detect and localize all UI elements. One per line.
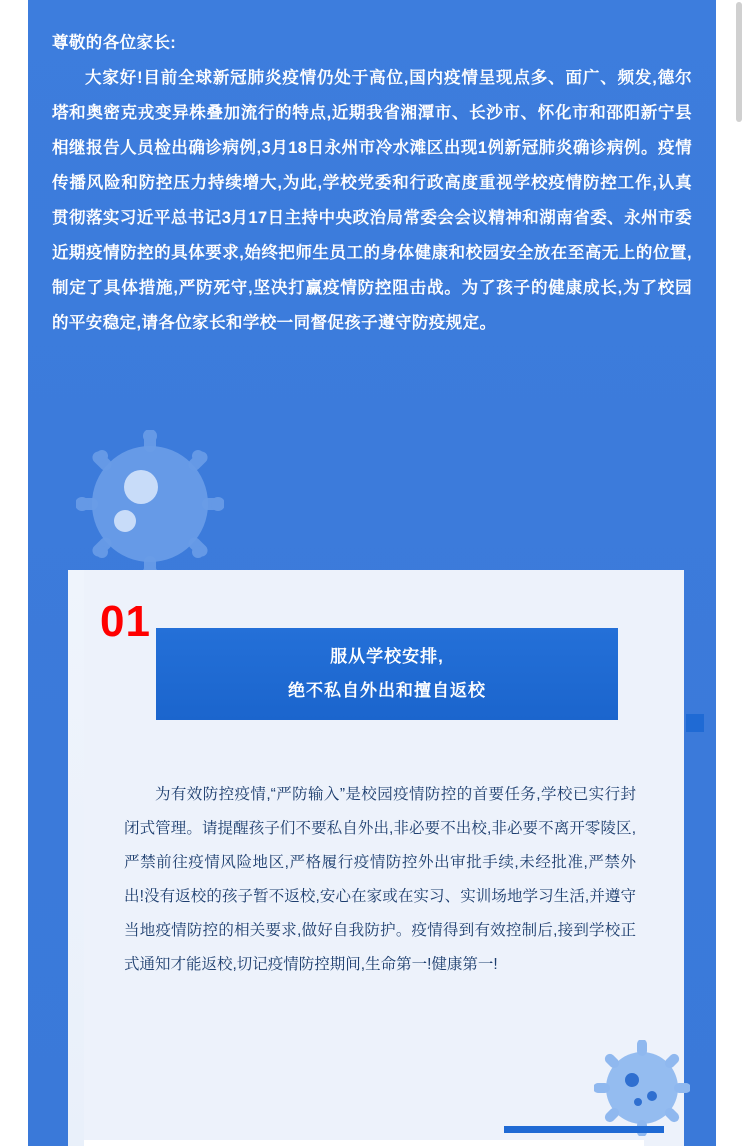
page-scrollbar[interactable] [736, 2, 742, 122]
section-title-line-2: 绝不私自外出和擅自返校 [288, 681, 486, 700]
left-margin [0, 0, 28, 1146]
right-margin [716, 0, 744, 1146]
virus-highlight-small-icon [114, 510, 136, 532]
intro-letter [52, 26, 692, 341]
virus-core-icon [92, 446, 208, 562]
virus-highlight-icon [124, 470, 158, 504]
salutation-text: 尊敬的各位家长: [52, 34, 177, 52]
decorative-square [686, 714, 704, 732]
section-title-line-1: 服从学校安排, [330, 647, 444, 666]
section-card [68, 570, 684, 1146]
poster-sheet [28, 0, 716, 1146]
intro-body-text: 大家好!目前全球新冠肺炎疫情仍处于高位,国内疫情呈现点多、面广、频发,德尔塔和奥密克戎变异株叠加流行的特点,近期我省湘潭市、长沙市、怀化市和邵阳新宁县相继报告人员检出确诊病例,3月18日永州市冷水滩区出现1例新冠肺炎确诊病例。疫情传播风险和防控压力持续增大,为此,学校党委和行政高度重视学校疫情防控工作,认真贯彻落实习近平总书记3月17日主持中央政治局常委会会议精神和湖南省委、永州市委近期疫情防控的具体要求,始终把师生员工的身体健康和校园安全放在至高无上的位置,制定了具体措施,严防死守,坚决打赢疫情防控阻击战。为了孩子的健康成长,为了校园的平安稳定,请各位家长和学校一同督促孩子遵守防疫规定。 [52, 69, 692, 332]
section-body-text: 为有效防控疫情,“严防输入”是校园疫情防控的首要任务,学校已实行封闭式管理。请提醒孩子们不要私自外出,非必要不出校,非必要不离开零陵区,严禁前往疫情风险地区,严格履行疫情防控外出审批手续,未经批准,严禁外出!没有返校的孩子暂不返校,安心在家或在实习、实训场地学习生活,并遵守当地疫情防控的相关要求,做好自我防护。疫情得到有效控制后,接到学校正式通知才能返校,切记疫情防控期间,生命第一!健康第一! [124, 786, 636, 973]
decorative-underline-bar [504, 1126, 664, 1133]
virus-illustration-large [76, 430, 224, 578]
card-bottom-divider [84, 1140, 644, 1146]
virus-spikes-icon [76, 430, 224, 578]
section-number: 01 [100, 597, 151, 646]
section-title-box [156, 628, 618, 720]
